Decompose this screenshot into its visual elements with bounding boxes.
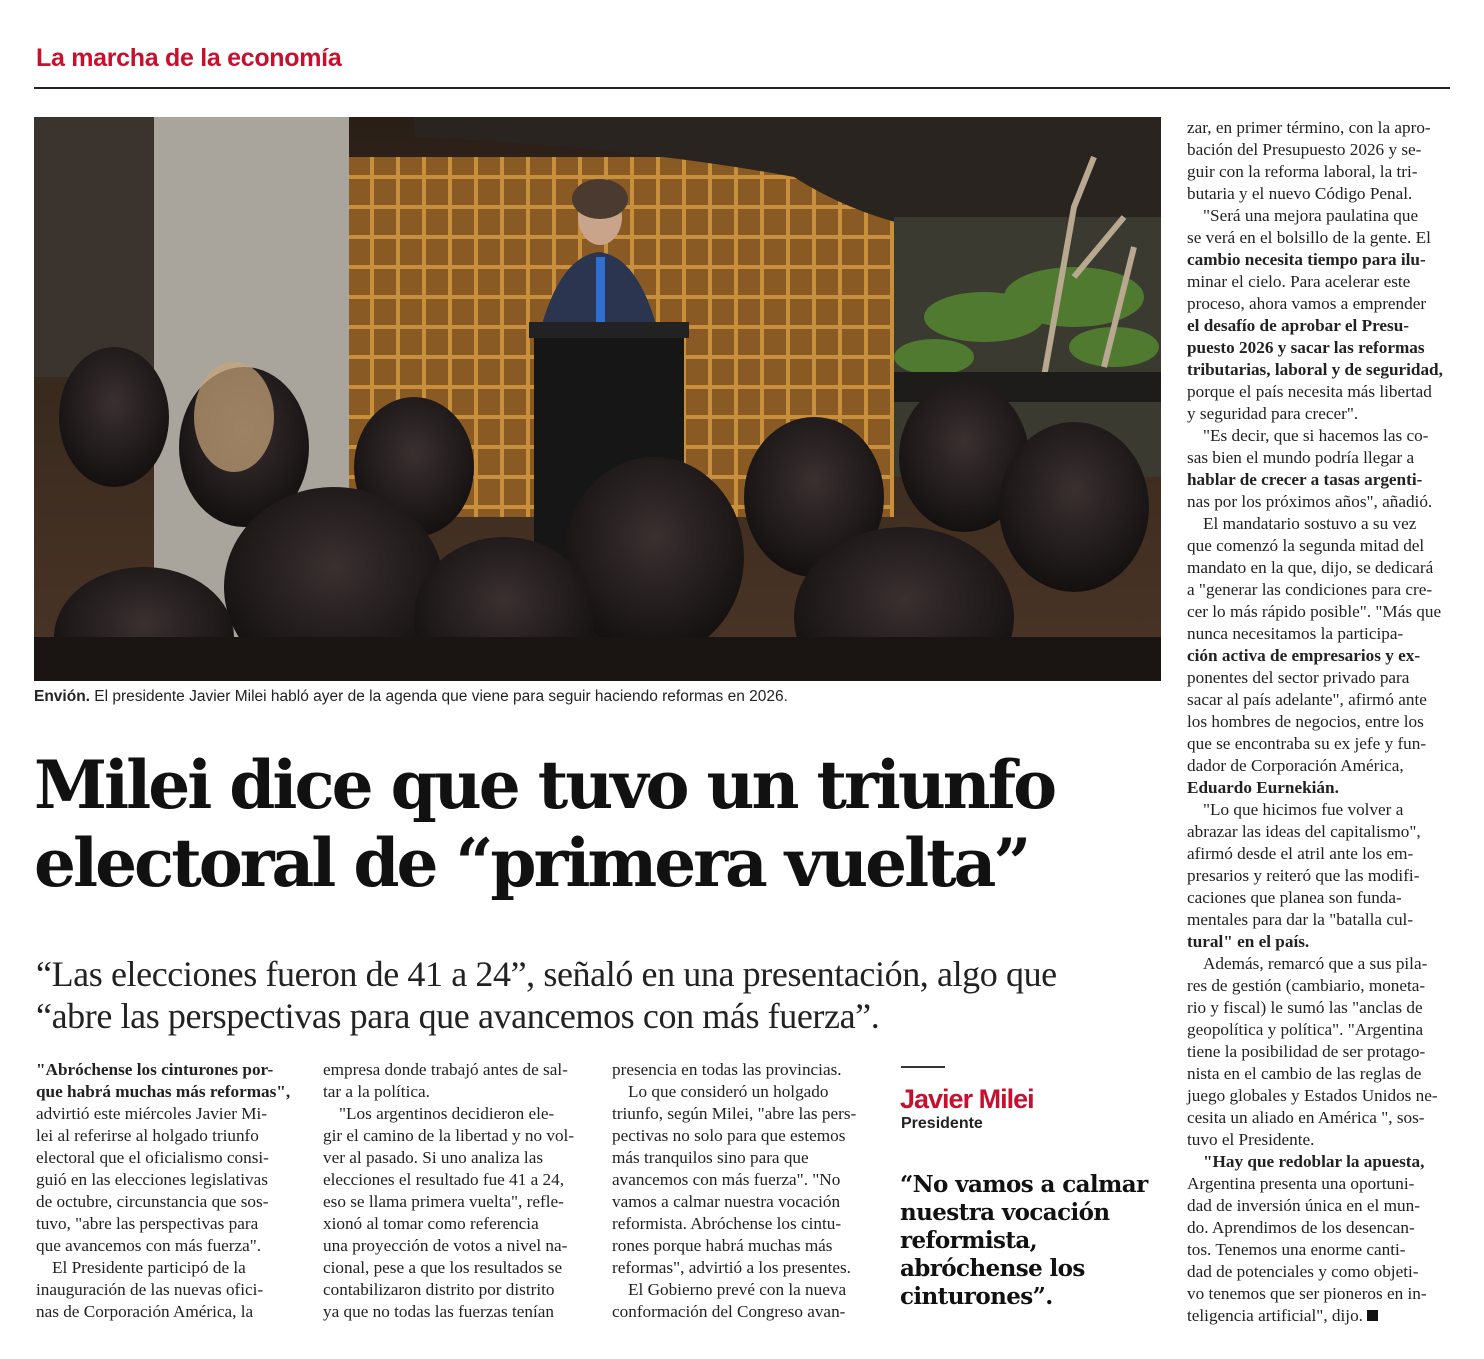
body-line: minar el cielo. Para acelerar este xyxy=(1187,272,1411,291)
body-line: tuvo el Presidente. xyxy=(1187,1130,1315,1149)
body-line: ción activa de empresarios y ex- xyxy=(1187,646,1421,665)
headline-line-2: electoral de “primera vuelta” xyxy=(34,824,1029,902)
caption-label: Envión. xyxy=(34,688,90,705)
body-line: que habrá muchas más reformas", xyxy=(36,1082,291,1101)
body-line: Además, remarcó que a sus pila- xyxy=(1203,954,1428,973)
pullquote-line: cinturones”. xyxy=(900,1283,1053,1310)
body-line: electoral que el oficialismo consi- xyxy=(36,1148,269,1167)
body-line: porque el país necesita más libertad xyxy=(1187,382,1432,401)
end-of-article-mark xyxy=(1367,1310,1378,1321)
body-line: se verá en el bolsillo de la gente. El xyxy=(1187,228,1431,247)
photo-caption xyxy=(34,688,1161,706)
body-line: tributarias, laboral y de seguridad, xyxy=(1187,360,1443,379)
body-line: rio y fiscal) le sumó las "anclas de xyxy=(1187,998,1423,1017)
body-line: dad de inversión única en el mun- xyxy=(1187,1196,1420,1215)
body-line: rones porque habrá muchas más xyxy=(612,1236,833,1255)
body-line: hablar de crecer a tasas argenti- xyxy=(1187,470,1423,489)
body-line: juego globales y Estados Unidos ne- xyxy=(1187,1086,1438,1105)
body-line: "Es decir, que si hacemos las co- xyxy=(1203,426,1429,445)
body-column-1 xyxy=(36,1059,306,1323)
body-line: El Gobierno prevé con la nueva xyxy=(628,1280,847,1299)
caption-text: El presidente Javier Milei habló ayer de la agenda que viene para seguir haciendo reformas en 2026. xyxy=(89,688,788,705)
body-line: afirmó desde el atril ante los em- xyxy=(1187,844,1414,863)
body-line: lei al referirse al holgado triunfo xyxy=(36,1126,259,1145)
body-line: caciones que planea son funda- xyxy=(1187,888,1402,907)
body-line: "Lo que hicimos fue volver a xyxy=(1203,800,1404,819)
body-line: dad de potenciales y como objeti- xyxy=(1187,1262,1419,1281)
pullquote-name: Javier Milei xyxy=(900,1084,1034,1114)
section-title: La marcha de la economía xyxy=(36,44,342,72)
body-line: bación del Presupuesto 2026 y se- xyxy=(1187,140,1422,159)
body-line: sas bien el mundo podría llegar a xyxy=(1187,448,1415,467)
pullquote-line: nuestra vocación xyxy=(900,1199,1110,1226)
body-line: cambio necesita tiempo para ilu- xyxy=(1187,250,1426,269)
body-line: una proyección de votos a nivel na- xyxy=(323,1236,568,1255)
body-line: pectivas no solo para que estemos xyxy=(612,1126,846,1145)
pullquote-role: Presidente xyxy=(901,1115,983,1132)
headline-line-1: Milei dice que tuvo un triunfo xyxy=(34,746,1055,824)
body-line: puesto 2026 y sacar las reformas xyxy=(1187,338,1425,357)
body-line: cional, pese a que los resultados se xyxy=(323,1258,563,1277)
body-column-3 xyxy=(612,1059,882,1323)
body-line: tural" en el país. xyxy=(1187,932,1310,951)
section-rule xyxy=(34,87,1450,89)
body-line: abrazar las ideas del capitalismo", xyxy=(1187,822,1421,841)
body-line: presarios y reiteró que las modifi- xyxy=(1187,866,1420,885)
body-line: y seguridad para crecer". xyxy=(1187,404,1359,423)
pullquote-line: reformista, xyxy=(900,1227,1038,1254)
body-line: más tranquilos sino para que xyxy=(612,1148,809,1167)
body-line: ver al pasado. Si uno analiza las xyxy=(323,1148,544,1167)
body-line: elecciones el resultado fue 41 a 24, xyxy=(323,1170,565,1189)
body-line: tiene la posibilidad de ser protago- xyxy=(1187,1042,1426,1061)
pullquote-line: abróchense los xyxy=(900,1255,1085,1282)
body-line: triunfo, según Milei, "abre las pers- xyxy=(612,1104,857,1123)
body-line: contabilizaron distrito por distrito xyxy=(323,1280,555,1299)
body-line: El Presidente participó de la xyxy=(52,1258,246,1277)
body-line: el desafío de aprobar el Presu- xyxy=(1187,316,1409,335)
body-line: ya que no todas las fuerzas tenían xyxy=(323,1302,554,1321)
article-photo xyxy=(34,117,1161,681)
body-line: conformación del Congreso avan- xyxy=(612,1302,846,1321)
body-line: tos. Tenemos una enorme canti- xyxy=(1187,1240,1406,1259)
body-line: proceso, ahora vamos a emprender xyxy=(1187,294,1427,313)
body-line: "Hay que redoblar la apuesta, xyxy=(1203,1152,1425,1171)
body-line: cesita un aliado en América ", sos- xyxy=(1187,1108,1425,1127)
body-line: reformas", advirtió a los presentes. xyxy=(612,1258,851,1277)
body-line: do. Aprendimos de los desencan- xyxy=(1187,1218,1415,1237)
body-line: de octubre, circunstancia que sos- xyxy=(36,1192,269,1211)
body-line: Lo que consideró un holgado xyxy=(628,1082,829,1101)
pullquote-text xyxy=(900,1171,1148,1311)
body-line: eso se llama primera vuelta", refle- xyxy=(323,1192,564,1211)
body-line: dador de Corporación América, xyxy=(1187,756,1404,775)
body-line: mandato en la que, dijo, se dedicará xyxy=(1187,558,1434,577)
body-line: que se encontraba su ex jefe y fun- xyxy=(1187,734,1427,753)
body-line: sacar al país adelante", afirmó ante xyxy=(1187,690,1427,709)
deck xyxy=(36,953,1163,1037)
body-line: guió en las elecciones legislativas xyxy=(36,1170,268,1189)
body-line: geopolítica y política". "Argentina xyxy=(1187,1020,1424,1039)
body-line: nista en el cambio de las reglas de xyxy=(1187,1064,1422,1083)
body-column-4 xyxy=(1187,117,1452,1327)
body-line: a "generar las condiciones para cre- xyxy=(1187,580,1433,599)
body-line: empresa donde trabajó antes de sal- xyxy=(323,1060,568,1079)
body-line: vo tenemos que ser pioneros en in- xyxy=(1187,1284,1427,1303)
body-line: avancemos con más fuerza". "No xyxy=(612,1170,841,1189)
body-line: nas por los próximos años", añadió. xyxy=(1187,492,1433,511)
body-line: inauguración de las nuevas ofici- xyxy=(36,1280,264,1299)
body-line: Argentina presenta una oportuni- xyxy=(1187,1174,1415,1193)
body-line: gir el camino de la libertad y no vol- xyxy=(323,1126,575,1145)
body-line: cer lo más rápido posible". "Más que xyxy=(1187,602,1442,621)
body-line: "Será una mejora paulatina que xyxy=(1203,206,1419,225)
body-line: los hombres de negocios, entre los xyxy=(1187,712,1424,731)
body-column-2 xyxy=(323,1059,593,1323)
body-line: nas de Corporación América, la xyxy=(36,1302,254,1321)
body-line: teligencia artificial", dijo. xyxy=(1187,1305,1452,1327)
body-line: que avancemos con más fuerza". xyxy=(36,1236,262,1255)
body-line: butaria y el nuevo Código Penal. xyxy=(1187,184,1413,203)
body-line: guir con la reforma laboral, la tri- xyxy=(1187,162,1418,181)
body-line: Eduardo Eurnekián. xyxy=(1187,778,1339,797)
headline xyxy=(34,746,1161,902)
body-line: ponentes del sector privado para xyxy=(1187,668,1410,687)
body-line: "Abróchense los cinturones por- xyxy=(36,1060,274,1079)
body-line: tar a la política. xyxy=(323,1082,430,1101)
pullquote-line: “No vamos a calmar xyxy=(900,1171,1148,1198)
deck-line-2: “abre las perspectivas para que avancemos con más fuerza”. xyxy=(36,996,880,1036)
body-line: xionó al tomar como referencia xyxy=(323,1214,539,1233)
body-line: vamos a calmar nuestra vocación xyxy=(612,1192,841,1211)
deck-line-1: “Las elecciones fueron de 41 a 24”, señaló en una presentación, algo que xyxy=(36,954,1057,994)
body-line: tuvo, "abre las perspectivas para xyxy=(36,1214,259,1233)
body-line: presencia en todas las provincias. xyxy=(612,1060,842,1079)
body-line: que comenzó la segunda mitad del xyxy=(1187,536,1425,555)
body-line: advirtió este miércoles Javier Mi- xyxy=(36,1104,267,1123)
body-line: El mandatario sostuvo a su vez xyxy=(1203,514,1417,533)
body-line: reformista. Abróchense los cintu- xyxy=(612,1214,842,1233)
body-line: "Los argentinos decidieron ele- xyxy=(339,1104,555,1123)
body-line: res de gestión (cambiario, moneta- xyxy=(1187,976,1426,995)
body-line: mentales para dar la "batalla cul- xyxy=(1187,910,1414,929)
body-line: nunca necesitamos la participa- xyxy=(1187,624,1404,643)
pullquote-rule xyxy=(901,1066,945,1068)
body-line: zar, en primer término, con la apro- xyxy=(1187,118,1431,137)
